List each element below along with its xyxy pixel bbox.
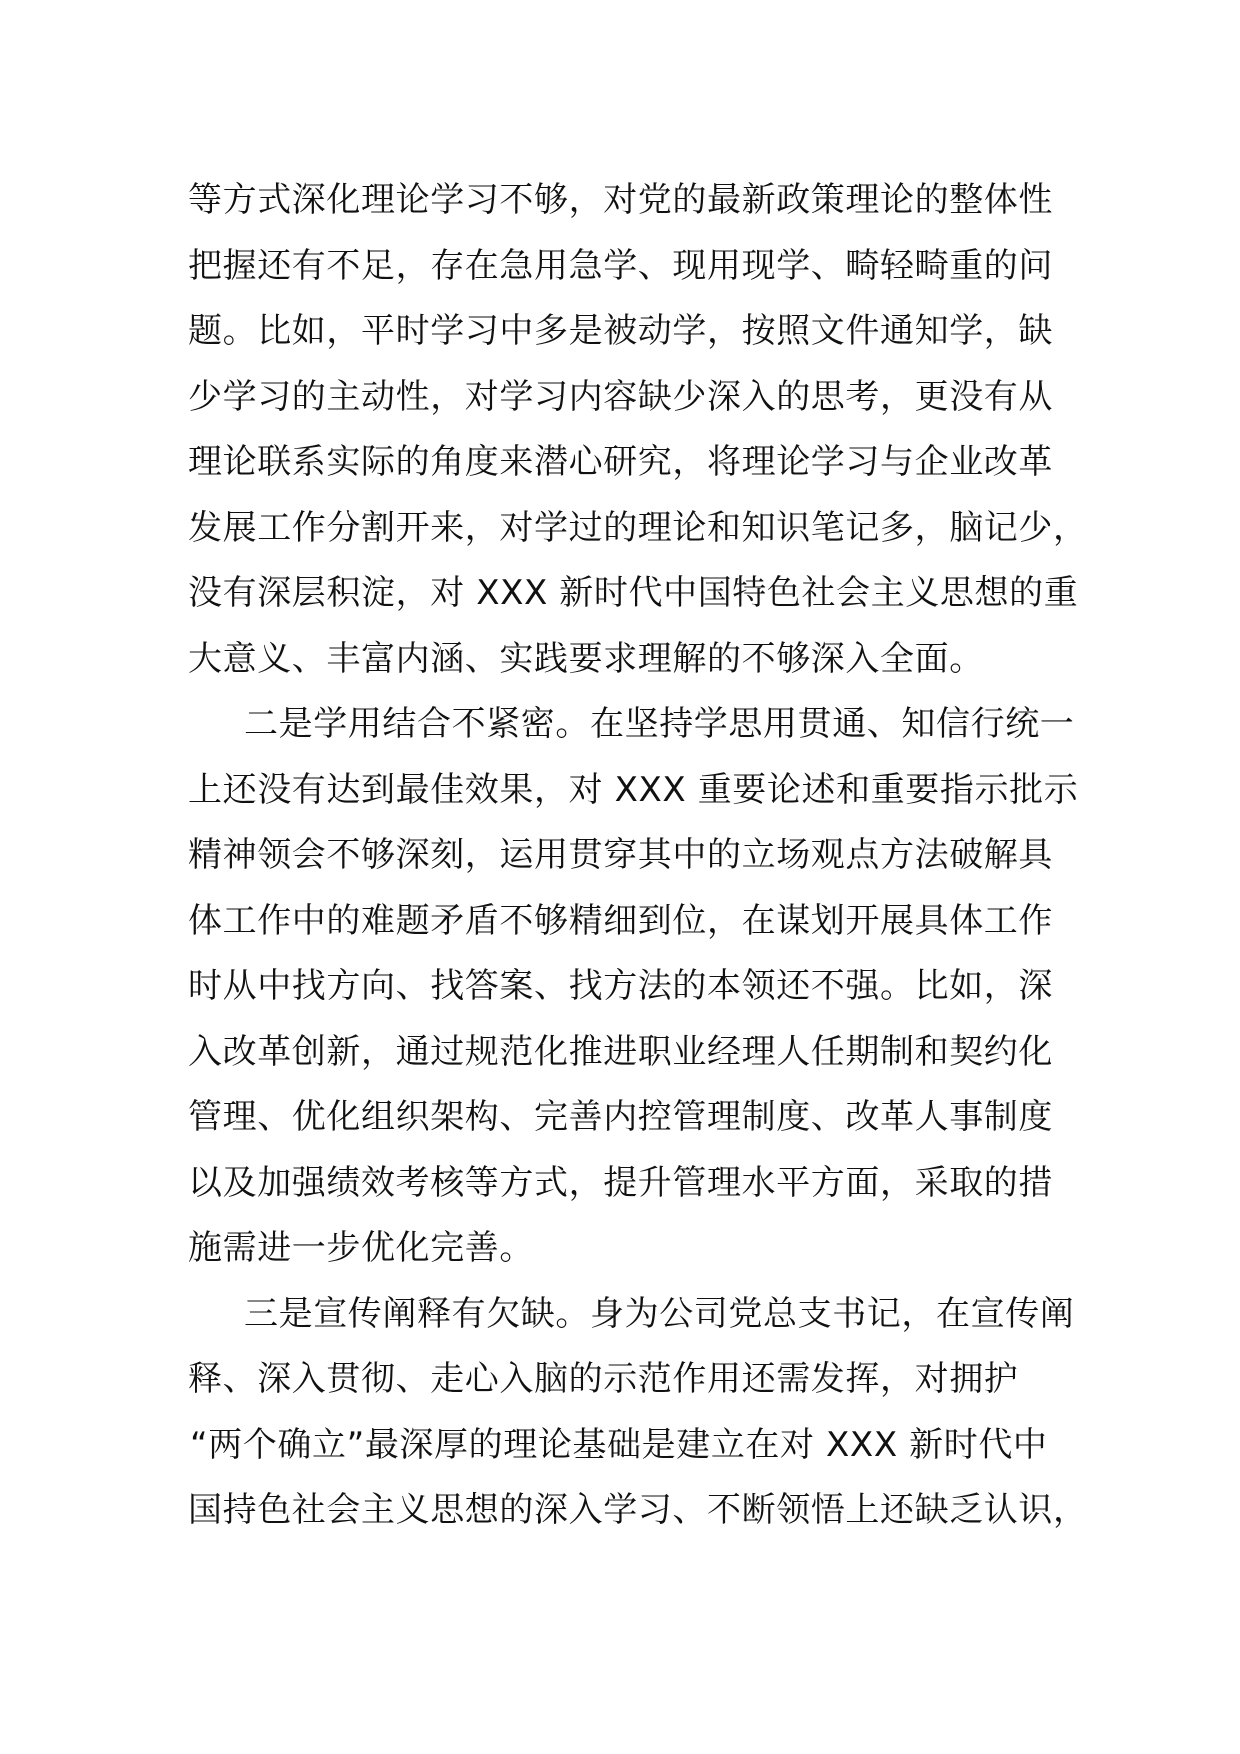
- text-line: 时从中找方向、找答案、找方法的本领还不强。比如，深: [188, 966, 1053, 1006]
- text-line: 发展工作分割开来，对学过的理论和知识笔记多，脑记少，: [188, 507, 1088, 548]
- text-line: 把握还有不足，存在急用急学、现用现学、畸轻畸重的问: [188, 245, 1053, 286]
- document-body: [188, 168, 1088, 1544]
- text-line: 入改革创新，通过规范化推进职业经理人任期制和契约化: [188, 1031, 1053, 1072]
- paragraph-start-line: 三是宣传阐释有欠缺。身为公司党总支书记，在宣传阐: [244, 1293, 1075, 1334]
- text-line: 上还没有达到最佳效果，对 XXX 重要论述和重要指示批示: [188, 769, 1079, 810]
- text-line: 国持色社会主义思想的深入学习、不断领悟上还缺乏认识，: [188, 1490, 1088, 1530]
- text-line: 施需进一步优化完善。: [188, 1228, 534, 1268]
- text-line: 精神领会不够深刻，运用贯穿其中的立场观点方法破解具: [188, 835, 1053, 875]
- text-line: 题。比如，平时学习中多是被动学，按照文件通知学，缺: [188, 311, 1053, 351]
- text-line: 等方式深化理论学习不够，对党的最新政策理论的整体性: [188, 180, 1053, 220]
- text-line: 少学习的主动性，对学习内容缺少深入的思考，更没有从: [188, 376, 1053, 417]
- text-line: 释、深入贯彻、走心入脑的示范作用还需发挥，对拥护: [188, 1359, 1019, 1399]
- text-line: 大意义、丰富内涵、实践要求理解的不够深入全面。: [188, 638, 984, 679]
- text-line: 没有深层积淀，对 XXX 新时代中国特色社会主义思想的重: [188, 573, 1079, 613]
- text-line: 管理、优化组织架构、完善内控管理制度、改革人事制度: [188, 1097, 1053, 1137]
- paragraph-start-line: 二是学用结合不紧密。在坚持学思用贯通、知信行统一: [244, 704, 1075, 744]
- text-line: 体工作中的难题矛盾不够精细到位，在谋划开展具体工作: [188, 900, 1053, 941]
- text-line: 以及加强绩效考核等方式，提升管理水平方面，采取的措: [188, 1162, 1053, 1203]
- text-line: 理论联系实际的角度来潜心研究，将理论学习与企业改革: [188, 442, 1053, 482]
- text-line: “两个确立”最深厚的理论基础是建立在对 XXX 新时代中: [190, 1424, 1048, 1465]
